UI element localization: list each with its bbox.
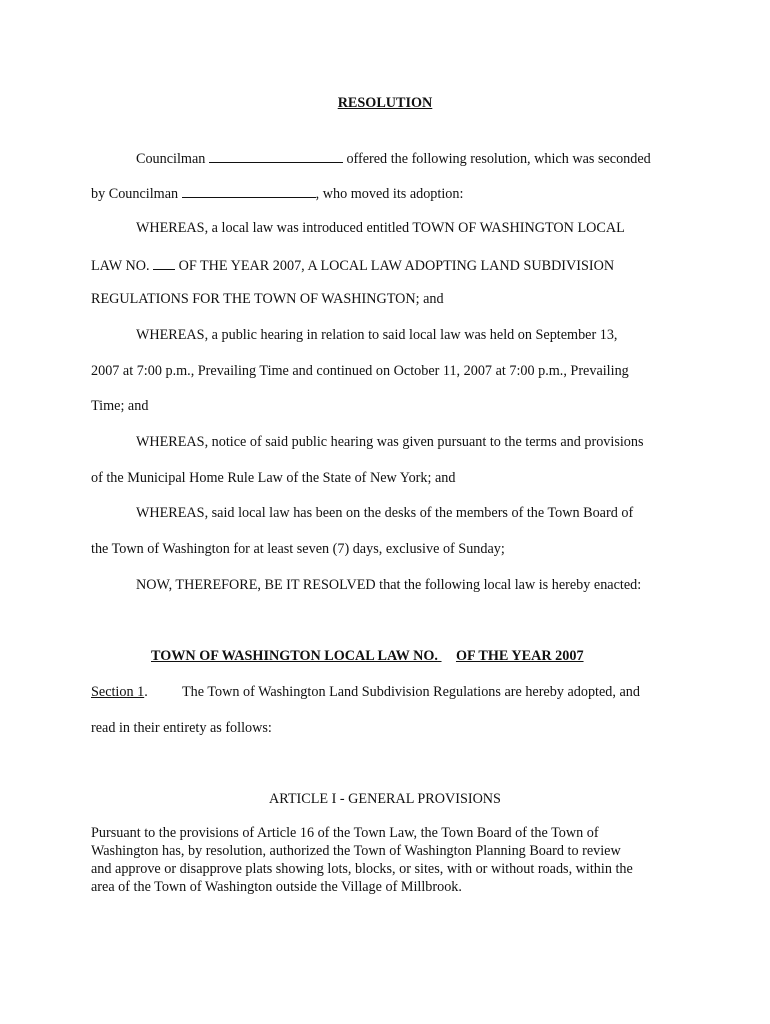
whereas-1-line-3: REGULATIONS FOR THE TOWN OF WASHINGTON; and [91,291,444,307]
intro-adoption-text: , who moved its adoption: [315,186,464,202]
section-1-label: Section 1 [91,684,145,700]
intro-line-1 [136,150,651,166]
whereas-1-line-2 [91,257,614,273]
seconding-councilman-blank [182,185,316,198]
whereas-4-line-1: WHEREAS, said local law has been on the desks of the members of the Town Board of [136,505,634,521]
law-number-blank [153,257,175,270]
councilman-label: Councilman [136,151,206,167]
whereas-2-line-3: Time; and [91,398,149,414]
intro-line-2 [91,185,463,201]
councilman-name-blank [209,150,343,163]
whereas-2-line-1: WHEREAS, a public hearing in relation to said local law was held on September 13, [136,327,618,343]
law-no-label: LAW NO. [91,258,150,274]
section-1-line-1 [91,685,640,699]
whereas-3-line-1: WHEREAS, notice of said public hearing was given pursuant to the terms and provisions [136,434,644,450]
local-law-title-part-2: OF THE YEAR 2007 [455,648,584,664]
whereas-1-line-1: WHEREAS, a local law was introduced entitled TOWN OF WASHINGTON LOCAL [136,220,625,236]
article-1-para-line-4: area of the Town of Washington outside the Village of Millbrook. [91,879,462,895]
resolved-clause: NOW, THEREFORE, BE IT RESOLVED that the following local law is hereby enacted: [136,577,642,593]
local-law-title-part-1: TOWN OF WASHINGTON LOCAL LAW NO. [151,648,438,664]
whereas-2-line-2: 2007 at 7:00 p.m., Prevailing Time and continued on October 11, 2007 at 7:00 p.m., Prevailing [91,363,629,379]
article-1-title: ARTICLE I - GENERAL PROVISIONS [269,791,501,807]
law-title-text: OF THE YEAR 2007, A LOCAL LAW ADOPTING LAND SUBDIVISION [178,258,615,274]
section-1-text: The Town of Washington Land Subdivision Regulations are hereby adopted, and [182,684,640,700]
section-1-line-2: read in their entirety as follows: [91,720,272,736]
article-1-para-line-3: and approve or disapprove plats showing lots, blocks, or sites, with or without roads, within the [91,861,633,877]
intro-offered-text: offered the following resolution, which was seconded [346,151,651,167]
article-1-para-line-1: Pursuant to the provisions of Article 16 of the Town Law, the Town Board of the Town of [91,825,599,841]
article-1-para-line-2: Washington has, by resolution, authorized the Town of Washington Planning Board to review [91,843,621,859]
seconding-councilman-label: by Councilman [91,186,179,202]
whereas-4-line-2: the Town of Washington for at least seven (7) days, exclusive of Sunday; [91,541,505,557]
whereas-3-line-2: of the Municipal Home Rule Law of the State of New York; and [91,470,456,486]
local-law-title [151,649,584,663]
section-1-period: . [144,684,148,700]
resolution-heading: RESOLUTION [337,95,433,111]
